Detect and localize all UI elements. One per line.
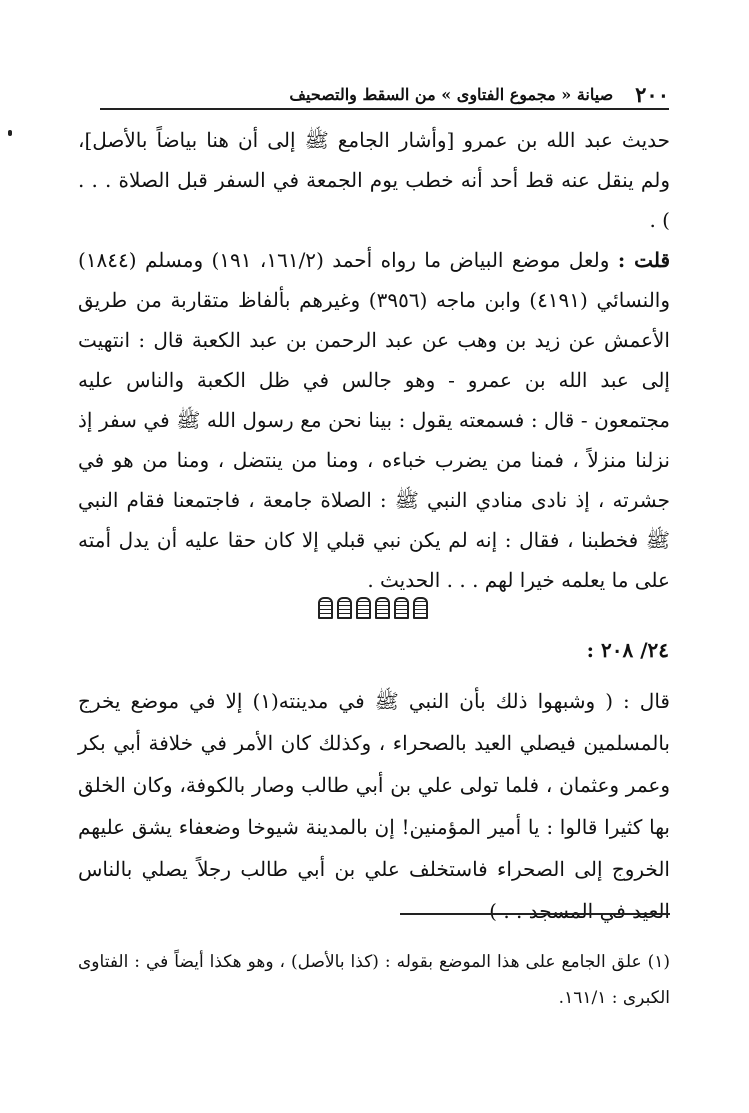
qult-label: قلت :	[617, 248, 671, 272]
ornament-glyph	[375, 597, 390, 619]
paragraph-3: قال : ( وشبهوا ذلك بأن النبي ﷺ في مدينته(١) إلا في موضع يخرج بالمسلمين فيصلي العيد بالصحراء ، وكذلك كان الأمر في خلافة أبي بكر وعمر وعثمان ، فلما تولى علي بن أبي طالب وصار بالكوفة، وكان الخلق بها كثيرا قالوا : يا أمير المؤمنين! إن بالمدينة شيوخا وضعفاء يشق عليهم الخروج إلى الصحراء فاستخلف علي بن أبي طالب رجلاً يصلي بالناس العيد في المسجد . . )	[78, 689, 670, 923]
paragraph-2	[78, 240, 670, 600]
footnote-text: (١) علق الجامع على هذا الموضع بقوله : (كذا بالأصل) ، وهو هكذا أيضاً في : الفتاوى الكبرى : ١٦١/١.	[78, 952, 670, 1008]
ornament-glyph	[337, 597, 352, 619]
ornament-glyph	[413, 597, 428, 619]
margin-mark	[8, 130, 12, 136]
footnote	[78, 944, 670, 1016]
paragraph-1: حديث عبد الله بن عمرو [وأشار الجامع ﷺ إلى أن هنا بياضاً بالأصل]، ولم ينقل عنه قط أحد أنه خطب يوم الجمعة في السفر قبل الصلاة . . . ) .	[78, 128, 670, 232]
ornament-glyph	[394, 597, 409, 619]
page-number: ٢٠٠	[635, 81, 669, 107]
paragraph-2-text: ولعل موضع البياض ما رواه أحمد (١٦١/٢، ١٩١) ومسلم (١٨٤٤) والنسائي (٤١٩١) وابن ماجه (٣٩٥٦) وغيرهم بألفاظ متقاربة من طريق الأعمش عن زيد بن وهب عن عبد الرحمن بن عبد الكعبة قال : انتهيت إلى عبد الله بن عمرو - وهو جالس في ظل الكعبة والناس عليه مجتمعون - قال : فسمعته يقول : بينا نحن مع رسول الله ﷺ في سفر إذ نزلنا منزلاً ، فمنا من يضرب خباءه ، ومنا من ينتضل ، ومنا من هو في جشرته ، إذ نادى منادي النبي ﷺ : الصلاة جامعة ، فاجتمعنا فقام النبي ﷺ فخطبنا ، فقال : إنه لم يكن نبي قبلي إلا كان حقا عليه أن يدل أمته على ما يعلمه خيرا لهم . . . الحديث .	[78, 248, 671, 592]
ornament-glyph	[318, 597, 333, 619]
section-text	[78, 680, 670, 932]
volume-page-reference: ٢٤/ ٢٠٨ :	[586, 638, 669, 662]
running-title: صيانة « مجموع الفتاوى » من السقط والتصحيف	[289, 84, 614, 104]
section-divider-ornament	[318, 597, 428, 623]
ornament-glyph	[356, 597, 371, 619]
footnote-separator	[400, 913, 670, 915]
main-text	[78, 120, 670, 600]
running-header	[100, 80, 669, 110]
